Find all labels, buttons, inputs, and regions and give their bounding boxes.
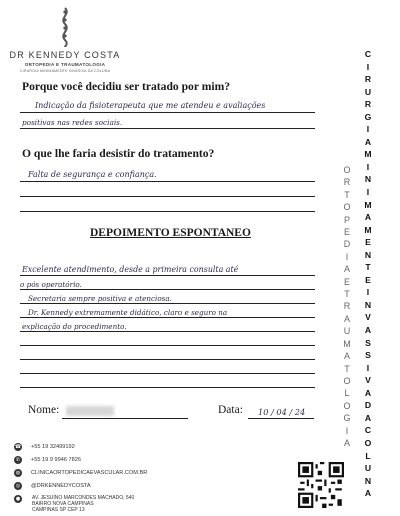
ortopedia-letter: E <box>343 276 350 287</box>
cirurgia-letter: I <box>366 287 370 298</box>
qr-code <box>298 462 344 508</box>
testimonial-line-5: explicação do procedimento. <box>22 322 127 331</box>
cirurgia-letter: E <box>365 274 371 285</box>
testimonial-rule <box>20 303 315 304</box>
ortopedia-letter: O <box>343 165 351 175</box>
cirurgia-letter: I <box>366 61 370 72</box>
contact-address <box>14 495 22 503</box>
cirurgia-letter: D <box>364 400 372 411</box>
cirurgia-letter: A <box>364 136 372 147</box>
cirurgia-letter: N <box>364 475 372 486</box>
answer-line <box>20 196 315 197</box>
cirurgia-letter: I <box>366 124 370 135</box>
answer-line <box>20 128 315 129</box>
cirurgia-letter: O <box>364 437 372 448</box>
name-label: Nome: <box>28 404 60 416</box>
cirurgia-letter: A <box>364 488 372 499</box>
ortopedia-letter: D <box>343 239 351 250</box>
cirurgia-letter: M <box>364 149 372 160</box>
globe-icon: ◍ <box>15 470 21 476</box>
ortopedia-letter: R <box>343 301 351 312</box>
testimonial-line-2: o pós operatório. <box>20 280 82 289</box>
contact-phone-2 <box>14 456 81 464</box>
cirurgia-letter: R <box>364 74 372 85</box>
cirurgia-letter: I <box>366 161 370 172</box>
answer-line <box>20 211 315 212</box>
cirurgia-letter: A <box>364 212 372 223</box>
answer-1-line-1: Indicação da fisioterapeuta que me atendeu e avaliações <box>35 101 266 110</box>
cirurgia-letter: C <box>364 425 372 436</box>
cirurgia-letter: A <box>364 412 372 423</box>
vertical-text-ortopedia <box>340 166 354 448</box>
ortopedia-letter: O <box>343 375 351 386</box>
ortopedia-letter: T <box>344 189 350 200</box>
cirurgia-letter: C <box>364 49 372 59</box>
question-2: O que lhe faria desistir do tratamento? <box>22 147 215 160</box>
answer-2: Falta de segurança e confiança. <box>28 170 157 179</box>
location-pin-icon: ● <box>15 496 21 502</box>
cirurgia-letter: M <box>364 224 372 235</box>
phone-icon: ☎ <box>14 444 22 450</box>
testimonial-title: DEPOIMENTO ESPONTANEO <box>90 227 251 239</box>
ortopedia-letter: A <box>343 313 350 324</box>
cirurgia-letter: M <box>364 199 372 210</box>
cirurgia-letter: E <box>365 237 371 248</box>
cirurgia-letter: V <box>365 312 371 323</box>
answer-1-line-2: positivas nas redes sociais. <box>22 118 123 127</box>
cirurgia-letter: V <box>365 375 371 386</box>
cirurgia-letter: L <box>365 450 371 461</box>
cirurgia-letter: N <box>364 299 372 310</box>
cirurgia-letter: S <box>365 350 371 361</box>
ortopedia-letter: L <box>344 388 350 399</box>
testimonial-rule <box>20 373 315 374</box>
testimonial-rule <box>20 387 315 388</box>
testimonial-rule <box>20 275 315 276</box>
ortopedia-letter: E <box>343 227 350 238</box>
cirurgia-letter: A <box>364 387 372 398</box>
ortopedia-letter: U <box>343 326 351 337</box>
name-redacted <box>66 406 114 416</box>
ortopedia-letter: A <box>343 437 350 448</box>
ortopedia-letter: O <box>343 400 351 411</box>
name-line <box>62 418 188 419</box>
question-1: Porque você decidiu ser tratado por mim? <box>22 80 231 93</box>
contact-phone-1 <box>14 443 75 451</box>
contact-instagram <box>14 482 91 490</box>
cirurgia-letter: I <box>366 362 370 373</box>
logo-name: DR KENNEDY COSTA <box>9 50 121 60</box>
logo-subtitle: ORTOPEDIA E TRAUMATOLOGIA <box>24 62 106 67</box>
testimonial-rule <box>20 317 315 318</box>
date-value: 10 / 04 / 24 <box>258 407 306 417</box>
ortopedia-letter: A <box>343 351 350 362</box>
cirurgia-letter: I <box>366 187 370 198</box>
date-label: Data: <box>218 404 243 416</box>
address-block <box>32 495 134 514</box>
ortopedia-letter: I <box>345 425 349 436</box>
website-text: CLINICAORTOPEDICAEVASCULAR.COM.BR <box>31 470 148 476</box>
testimonial-rule <box>20 331 315 332</box>
cirurgia-letter: N <box>364 249 372 260</box>
instagram-text: @DRKENNEDYCOSTA <box>31 483 91 489</box>
ortopedia-letter: R <box>343 177 351 188</box>
ortopedia-letter: M <box>343 338 351 349</box>
testimonial-rule <box>20 359 315 360</box>
ortopedia-letter: T <box>344 363 350 374</box>
testimonial-rule <box>20 289 315 290</box>
answer-line <box>20 181 315 182</box>
vertical-text-cirurgia <box>360 50 376 498</box>
ortopedia-letter: I <box>345 251 349 262</box>
phone-2-text: +55 19 9 9946 7826 <box>31 457 81 463</box>
spine-logo-icon <box>53 6 77 48</box>
cirurgia-letter: G <box>364 111 372 122</box>
cirurgia-letter: N <box>364 174 372 185</box>
date-line <box>248 418 314 419</box>
cirurgia-letter: U <box>364 463 372 474</box>
ortopedia-letter: A <box>343 264 350 275</box>
cirurgia-letter: A <box>364 325 372 336</box>
ortopedia-letter: G <box>343 413 351 424</box>
cirurgia-letter: S <box>365 337 371 348</box>
address-line-2: BAIRRO NOVA CAMPINAS <box>32 501 94 508</box>
instagram-icon: ◎ <box>15 483 21 489</box>
cirurgia-letter: R <box>364 99 372 110</box>
logo-tagline: CIRURGIA MINIMAMENTE INVASIVA DA COLUNA <box>19 69 111 73</box>
address-line-3: CAMPINAS SP CEP 13 <box>32 507 85 514</box>
phone-1-text: +55 19 32499192 <box>31 444 75 450</box>
answer-line <box>20 112 315 113</box>
ortopedia-letter: P <box>343 214 350 225</box>
cirurgia-letter: U <box>364 86 372 97</box>
testimonial-line-3: Secretaria sempre positiva e atenciosa. <box>28 294 172 303</box>
ortopedia-letter: O <box>343 202 351 213</box>
address-line-1: AV. JESUÍNO MARCONDES MACHADO, 540 <box>32 495 135 501</box>
cirurgia-letter: T <box>365 262 371 273</box>
testimonial-line-4: Dr. Kennedy extremamente didático, claro e seguro na <box>28 308 228 317</box>
ortopedia-letter: T <box>344 289 350 300</box>
contact-website <box>14 469 147 477</box>
testimonial-line-1: Excelente atendimento, desde a primeira consulta até <box>22 265 239 274</box>
testimonial-rule <box>20 345 315 346</box>
whatsapp-icon: ✆ <box>15 457 21 463</box>
